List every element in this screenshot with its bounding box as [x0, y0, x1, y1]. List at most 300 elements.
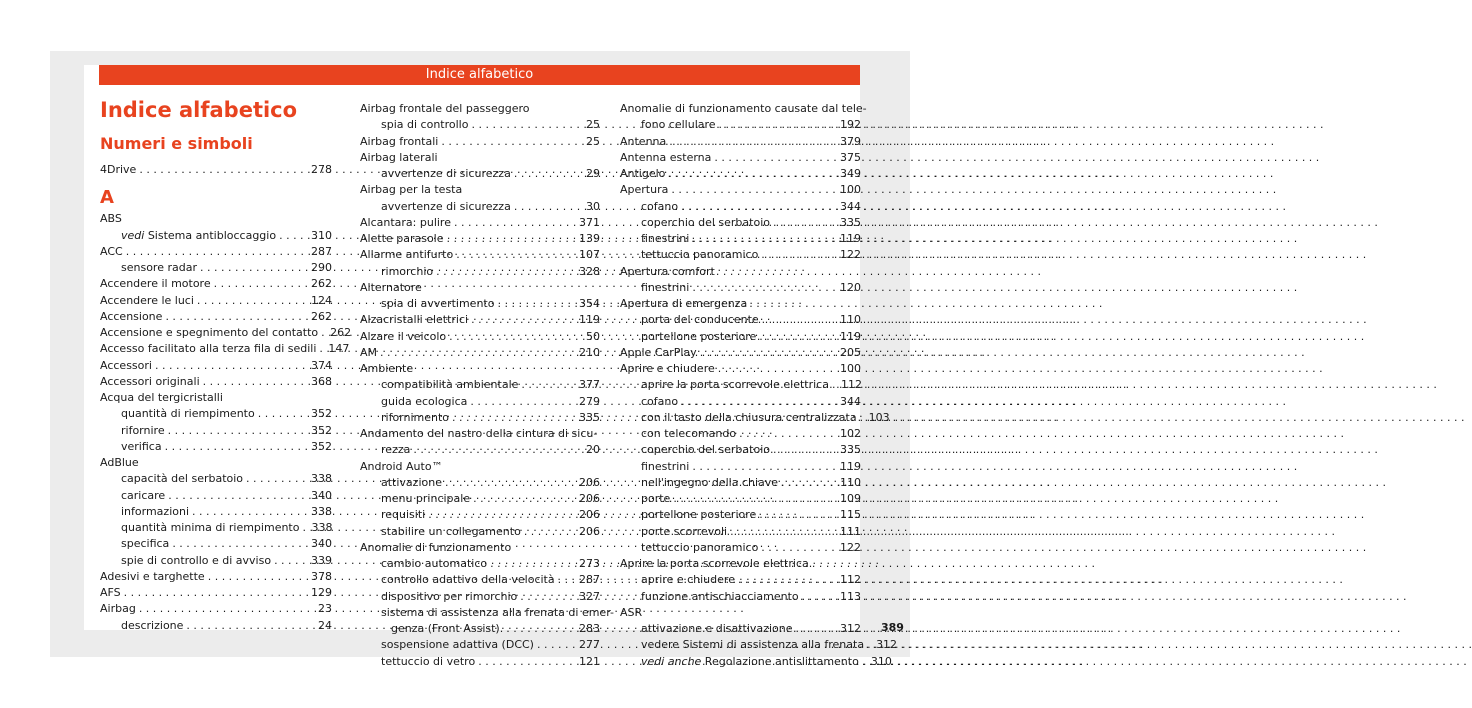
- entry-page-number: 25: [586, 134, 600, 148]
- dot-leader: [214, 276, 308, 292]
- entry-page-number: 344: [840, 394, 861, 408]
- index-entry: [100, 228, 332, 244]
- entry-term: con telecomando: [641, 427, 737, 440]
- entry-term: Alzare il veicolo: [360, 329, 447, 343]
- entry-term: Acqua del tergicristalli: [100, 391, 223, 404]
- index-entry: [360, 134, 600, 150]
- index-entry: [620, 491, 861, 507]
- dot-leader: [719, 117, 837, 133]
- index-entry: [100, 585, 332, 601]
- entry-page-number: 277: [579, 638, 600, 652]
- dot-leader: [441, 134, 583, 150]
- entry-page-number: 352: [311, 407, 332, 421]
- dot-leader: [155, 358, 308, 374]
- index-entry: [100, 618, 332, 634]
- entry-page-number: 120: [840, 280, 861, 294]
- index-entry: [100, 504, 332, 520]
- dot-leader: [520, 589, 576, 605]
- entry-page-number: 328: [579, 264, 600, 278]
- index-entry: [100, 520, 332, 536]
- entry-term: Anomalie di funzionamento: [360, 540, 512, 554]
- entry-term: coperchio del serbatoio: [641, 443, 770, 457]
- dot-leader: [200, 260, 308, 276]
- dot-leader: [186, 618, 315, 634]
- index-entry: [360, 215, 600, 231]
- index-entry: [100, 162, 332, 178]
- entry-term: Accendere le luci: [100, 293, 194, 307]
- index-entry: [100, 423, 332, 439]
- index-entry: [360, 491, 600, 507]
- index-entry: [620, 459, 861, 475]
- entry-page-number: 340: [311, 537, 332, 551]
- dot-leader: [832, 377, 838, 393]
- entry-page-number: 192: [840, 118, 861, 132]
- entry-page-number: 102: [840, 427, 861, 440]
- entry-page-number: 119: [840, 459, 861, 473]
- dot-leader: [208, 569, 308, 585]
- dot-leader: [524, 524, 576, 540]
- index-entry: [100, 569, 332, 585]
- entry-term: verifica: [121, 439, 162, 453]
- entry-term: nell'ingegno della chiave: [641, 475, 779, 489]
- dot-leader: [514, 166, 583, 182]
- dot-leader: [126, 244, 308, 260]
- entry-term: sospensione adattiva (DCC): [381, 638, 534, 652]
- entry-page-number: 206: [579, 492, 600, 505]
- index-entry: [620, 247, 861, 263]
- entry-page-number: 30: [586, 199, 600, 213]
- entry-term: descrizione: [121, 618, 184, 632]
- entry-term: Airbag frontale del passeggero: [360, 102, 530, 115]
- dot-leader: [471, 312, 576, 328]
- entry-page-number: 310: [870, 654, 892, 668]
- index-entry: [620, 361, 861, 377]
- entry-page-number: 344: [840, 199, 861, 213]
- entry-term: attivazione e disattivazione: [641, 622, 793, 635]
- index-entry: [360, 507, 600, 523]
- dot-leader: [718, 361, 837, 377]
- index-entry: [620, 637, 898, 653]
- entry-page-number: 374: [311, 358, 332, 372]
- entry-term: Apertura di emergenza: [620, 297, 748, 310]
- index-entry: [360, 459, 600, 475]
- entry-term: Accendere il motore: [100, 277, 211, 291]
- dot-leader: [506, 621, 576, 637]
- dot-leader: [714, 150, 837, 166]
- dot-leader: [692, 459, 837, 475]
- entry-term: ABS: [100, 212, 122, 226]
- index-entry: [360, 264, 600, 280]
- index-entry: [100, 211, 332, 227]
- entry-term: guida ecologica: [381, 394, 468, 408]
- entry-term: Alette parasole: [360, 232, 444, 245]
- index-entry: [620, 231, 861, 247]
- dot-leader: [139, 601, 315, 617]
- entry-term: ACC: [100, 244, 123, 258]
- entry-page-number: 112: [840, 573, 861, 587]
- index-entry: [360, 394, 600, 410]
- entry-page-number: 262: [311, 309, 332, 323]
- entry-term: requisiti: [381, 508, 426, 522]
- index-entry: [360, 312, 600, 328]
- dot-leader: [319, 341, 325, 357]
- entry-page-number: 124: [311, 293, 332, 307]
- entry-term: Accensione e spegnimento del contatto: [100, 326, 319, 339]
- dot-leader: [445, 475, 576, 491]
- entry-page-number: 378: [311, 569, 332, 583]
- dot-leader: [246, 471, 308, 487]
- entry-page-number: 312: [840, 622, 861, 635]
- entry-page-number: 103: [868, 410, 890, 424]
- dot-leader: [761, 540, 837, 556]
- entry-page-number: 335: [840, 443, 861, 457]
- index-entry: [620, 377, 861, 393]
- entry-term: porte scorrevoli: [641, 524, 728, 538]
- entry-page-number: 340: [311, 488, 332, 502]
- index-entry: [360, 150, 600, 166]
- index-entry: [100, 309, 332, 325]
- entry-page-number: 310: [311, 228, 332, 242]
- entry-term: Accessori: [100, 358, 152, 372]
- entry-term: dispositivo per rimorchio: [381, 589, 518, 603]
- entry-term: rezza: [381, 443, 411, 457]
- dot-leader: [862, 654, 868, 670]
- dot-leader: [490, 556, 576, 572]
- entry-page-number: 119: [579, 313, 600, 327]
- dot-leader: [497, 296, 576, 312]
- entry-term: Ambiente: [360, 362, 414, 375]
- entry-term: [641, 654, 859, 670]
- dot-leader: [470, 394, 576, 410]
- entry-term: coperchio del serbatoio: [641, 215, 770, 229]
- entry-page-number: 312: [876, 638, 898, 652]
- dot-leader: [668, 166, 837, 182]
- dot-leader: [203, 374, 308, 390]
- entry-term: porte: [641, 492, 671, 505]
- entry-term: Alcantara: pulire: [360, 215, 451, 229]
- entry-term: ASR: [620, 605, 643, 619]
- entry-term: genza (Front Assist).: [391, 622, 504, 635]
- index-entry: [100, 488, 332, 504]
- index-entry: [620, 410, 890, 426]
- index-entry: [100, 536, 332, 552]
- entry-term: Adesivi e targhette: [100, 569, 205, 583]
- entry-term: menu principale: [381, 492, 471, 505]
- index-entry: [360, 605, 614, 621]
- dot-leader: [738, 572, 837, 588]
- entry-term: tettuccio panoramico: [641, 248, 759, 262]
- entry-page-number: 352: [311, 423, 332, 437]
- dot-leader: [514, 199, 583, 215]
- entry-term: spie di controllo e di avviso: [121, 553, 272, 567]
- index-entry: [100, 341, 350, 357]
- index-entry: [620, 134, 861, 150]
- index-entry: [620, 166, 861, 182]
- entry-term: Apertura: [620, 183, 669, 197]
- index-entry: [360, 621, 600, 637]
- entry-page-number: 122: [840, 540, 861, 554]
- entry-term: aprire la porta scorrevole elettrica: [641, 378, 829, 392]
- entry-page-number: 352: [311, 439, 332, 453]
- index-entry: [620, 605, 861, 621]
- entry-page-number: 100: [840, 183, 861, 197]
- dot-leader: [681, 199, 837, 215]
- index-entry: [620, 556, 861, 572]
- dot-leader: [165, 439, 308, 455]
- entry-term: controllo adattivo della velocità: [381, 573, 555, 587]
- index-entry: [360, 329, 600, 345]
- index-entry: [620, 621, 861, 637]
- index-entry: [100, 244, 332, 260]
- index-entry: [360, 426, 600, 442]
- dot-leader: [436, 264, 576, 280]
- entry-page-number: 25: [586, 118, 600, 132]
- entry-term: funzione antischiacciamento: [641, 589, 799, 603]
- entry-term: finestrini: [641, 280, 690, 294]
- dot-leader: [692, 280, 837, 296]
- entry-page-number: 338: [311, 521, 333, 534]
- index-entry: [620, 442, 861, 458]
- entry-page-number: 368: [311, 374, 332, 388]
- index-entry: [100, 439, 332, 455]
- index-entry: [360, 589, 600, 605]
- dot-leader: [449, 329, 583, 345]
- index-entry: [360, 117, 600, 133]
- entry-term: [121, 228, 276, 244]
- entry-term: capacità del serbatoio: [121, 472, 244, 486]
- entry-term: 4Drive: [100, 163, 137, 176]
- index-entry: [360, 475, 600, 491]
- entry-term: caricare: [121, 488, 166, 502]
- index-entry: [620, 345, 861, 361]
- entry-term: portellone posteriore: [641, 329, 757, 343]
- entry-page-number: 379: [840, 134, 861, 148]
- entry-page-number: 100: [840, 362, 861, 375]
- dot-leader: [165, 309, 308, 325]
- entry-page-number: 111: [840, 524, 861, 538]
- entry-term: rifornire: [121, 423, 165, 437]
- dot-leader: [447, 231, 576, 247]
- entry-term: Airbag laterali: [360, 150, 438, 164]
- index-entry: [360, 182, 600, 198]
- index-entry: [360, 296, 600, 312]
- index-entry: [360, 101, 600, 117]
- index-entry: [620, 329, 861, 345]
- entry-term: Antenna: [620, 134, 667, 148]
- dot-leader: [700, 345, 837, 361]
- index-entry: [360, 377, 600, 393]
- index-entry: [100, 276, 332, 292]
- dot-leader: [428, 507, 576, 523]
- index-entry: [620, 394, 861, 410]
- entry-term: Anomalie di funzionamento causate dal tele-: [620, 102, 867, 115]
- index-entry: [620, 264, 861, 280]
- entry-page-number: 210: [579, 345, 600, 359]
- entry-term: tettuccio panoramico: [641, 540, 759, 554]
- entry-page-number: 147: [328, 342, 350, 356]
- cross-reference-label: vedi anche: [641, 654, 702, 668]
- entry-term: quantità di riempimento: [121, 407, 255, 421]
- entry-page-number: 110: [840, 313, 861, 327]
- entry-term: finestrini: [641, 232, 690, 245]
- dot-leader: [673, 491, 837, 507]
- entry-term: Alzacristalli elettrici: [360, 313, 469, 327]
- dot-leader: [258, 406, 308, 422]
- dot-leader: [521, 377, 576, 393]
- entry-term: Apertura comfort: [620, 264, 715, 278]
- dot-leader: [124, 585, 308, 601]
- entry-page-number: 110: [840, 475, 861, 489]
- page-title: Indice alfabetico: [100, 98, 298, 122]
- entry-term: stabilire un collegamento: [381, 524, 521, 538]
- entry-term: vedere Sistemi di assistenza alla frenata: [641, 638, 865, 652]
- entry-term: Aprire la porta scorrevole elettrica.: [620, 557, 813, 570]
- index-entry: [360, 410, 600, 426]
- dot-leader: [471, 117, 583, 133]
- entry-term: Andamento del nastro della cintura di sicu-: [360, 427, 598, 440]
- dot-leader: [168, 488, 308, 504]
- dot-leader: [730, 524, 837, 540]
- entry-page-number: 24: [318, 618, 332, 632]
- entry-page-number: 377: [579, 378, 600, 392]
- entry-page-number: 121: [579, 654, 600, 668]
- index-entry: [360, 442, 600, 458]
- index-entry: [620, 475, 861, 491]
- entry-page-number: 29: [586, 167, 600, 180]
- index-entry: [620, 280, 861, 296]
- entry-page-number: 287: [579, 573, 600, 587]
- dot-leader: [802, 589, 837, 605]
- entry-page-number: 107: [579, 248, 600, 262]
- index-entry: [100, 374, 332, 390]
- entry-page-number: 371: [579, 215, 600, 229]
- entry-term: sensore radar: [121, 261, 197, 274]
- cross-reference-label: vedi: [121, 228, 145, 242]
- entry-term: AFS: [100, 586, 121, 599]
- entry-page-number: 338: [311, 504, 332, 518]
- dot-leader: [759, 507, 837, 523]
- entry-term: rimorchio: [381, 264, 434, 278]
- dot-leader: [762, 312, 837, 328]
- index-entry: [360, 540, 600, 556]
- entry-page-number: 119: [840, 329, 861, 343]
- section-banner: Indice alfabetico: [99, 65, 860, 85]
- index-entry: [360, 280, 600, 296]
- entry-term: porta del conducente: [641, 313, 759, 327]
- entry-term-text: Sistema antibloccaggio: [144, 228, 277, 242]
- index-entry: [620, 117, 861, 133]
- section-heading-numbers: Numeri e simboli: [100, 134, 253, 153]
- entry-term: Accessori originali: [100, 374, 200, 388]
- index-entry: [100, 260, 332, 276]
- entry-page-number: 278: [311, 163, 332, 176]
- entry-page-number: 335: [579, 410, 600, 424]
- entry-term: Allarme antifurto: [360, 248, 454, 262]
- entry-page-number: 20: [586, 443, 600, 457]
- dot-leader: [172, 536, 308, 552]
- dot-leader: [795, 621, 837, 637]
- dot-leader: [759, 329, 837, 345]
- entry-term: cofano: [641, 199, 679, 213]
- entry-term: Apple CarPlay: [620, 345, 697, 359]
- entry-page-number: 339: [311, 553, 332, 567]
- entry-page-number: 206: [579, 524, 600, 538]
- index-entry: [620, 426, 861, 442]
- entry-term: avvertenze di sicurezza: [381, 167, 511, 180]
- dot-leader: [478, 654, 576, 670]
- entry-term: fono cellulare: [641, 118, 716, 132]
- entry-term: AM: [360, 345, 378, 359]
- dot-leader: [452, 410, 576, 426]
- entry-page-number: 273: [579, 557, 600, 570]
- entry-page-number: 139: [579, 232, 600, 245]
- index-entry: [620, 101, 867, 117]
- entry-term: rifornimento: [381, 410, 450, 424]
- entry-term: AdBlue: [100, 456, 139, 469]
- dot-leader: [773, 442, 837, 458]
- index-entry: [620, 199, 861, 215]
- entry-page-number: 206: [579, 475, 600, 489]
- entry-term: informazioni: [121, 504, 190, 518]
- dot-leader: [274, 553, 308, 569]
- index-column-2: [360, 101, 614, 670]
- index-entry: [100, 601, 332, 617]
- entry-term: quantità minima di riempimento: [121, 521, 300, 534]
- dot-leader: [773, 215, 837, 231]
- entry-term: sistema di assistenza alla frenata di emer-: [381, 605, 614, 619]
- index-entry: [100, 358, 332, 374]
- index-column-1: [100, 134, 352, 634]
- index-entry: [100, 406, 332, 422]
- dot-leader: [302, 520, 308, 536]
- index-entry: [620, 182, 861, 198]
- index-entry: [100, 293, 332, 309]
- entry-page-number: 262: [330, 326, 352, 339]
- page-number: 389: [881, 621, 904, 634]
- dot-leader: [380, 345, 576, 361]
- dot-leader: [739, 426, 837, 442]
- dot-leader: [867, 637, 873, 653]
- index-entry: [620, 312, 861, 328]
- entry-page-number: 119: [840, 232, 861, 245]
- dot-leader: [413, 442, 583, 458]
- entry-term: Android Auto™: [360, 459, 443, 473]
- entry-term: finestrini: [641, 459, 690, 473]
- index-letter-heading: [100, 184, 332, 211]
- entry-page-number: 206: [579, 508, 600, 522]
- dot-leader: [139, 162, 308, 178]
- entry-term: tettuccio di vetro: [381, 654, 476, 668]
- dot-leader: [669, 134, 837, 150]
- entry-page-number: 122: [840, 248, 861, 262]
- entry-term: specifica: [121, 537, 170, 551]
- entry-page-number: 290: [311, 261, 332, 274]
- entry-term: Airbag frontali: [360, 134, 439, 148]
- entry-term: Aprire e chiudere: [620, 362, 715, 375]
- dot-leader: [692, 231, 837, 247]
- dot-leader: [671, 182, 837, 198]
- dot-leader: [279, 228, 308, 244]
- entry-term: con il tasto della chiusura centralizzata: [641, 410, 857, 424]
- entry-term: cofano: [641, 394, 679, 408]
- entry-term: Airbag per la testa: [360, 183, 463, 197]
- entry-page-number: 279: [579, 394, 600, 408]
- entry-page-number: 115: [840, 508, 861, 522]
- index-entry: [360, 654, 600, 670]
- entry-page-number: 354: [579, 297, 600, 310]
- index-entry: [620, 524, 861, 540]
- dot-leader: [558, 572, 576, 588]
